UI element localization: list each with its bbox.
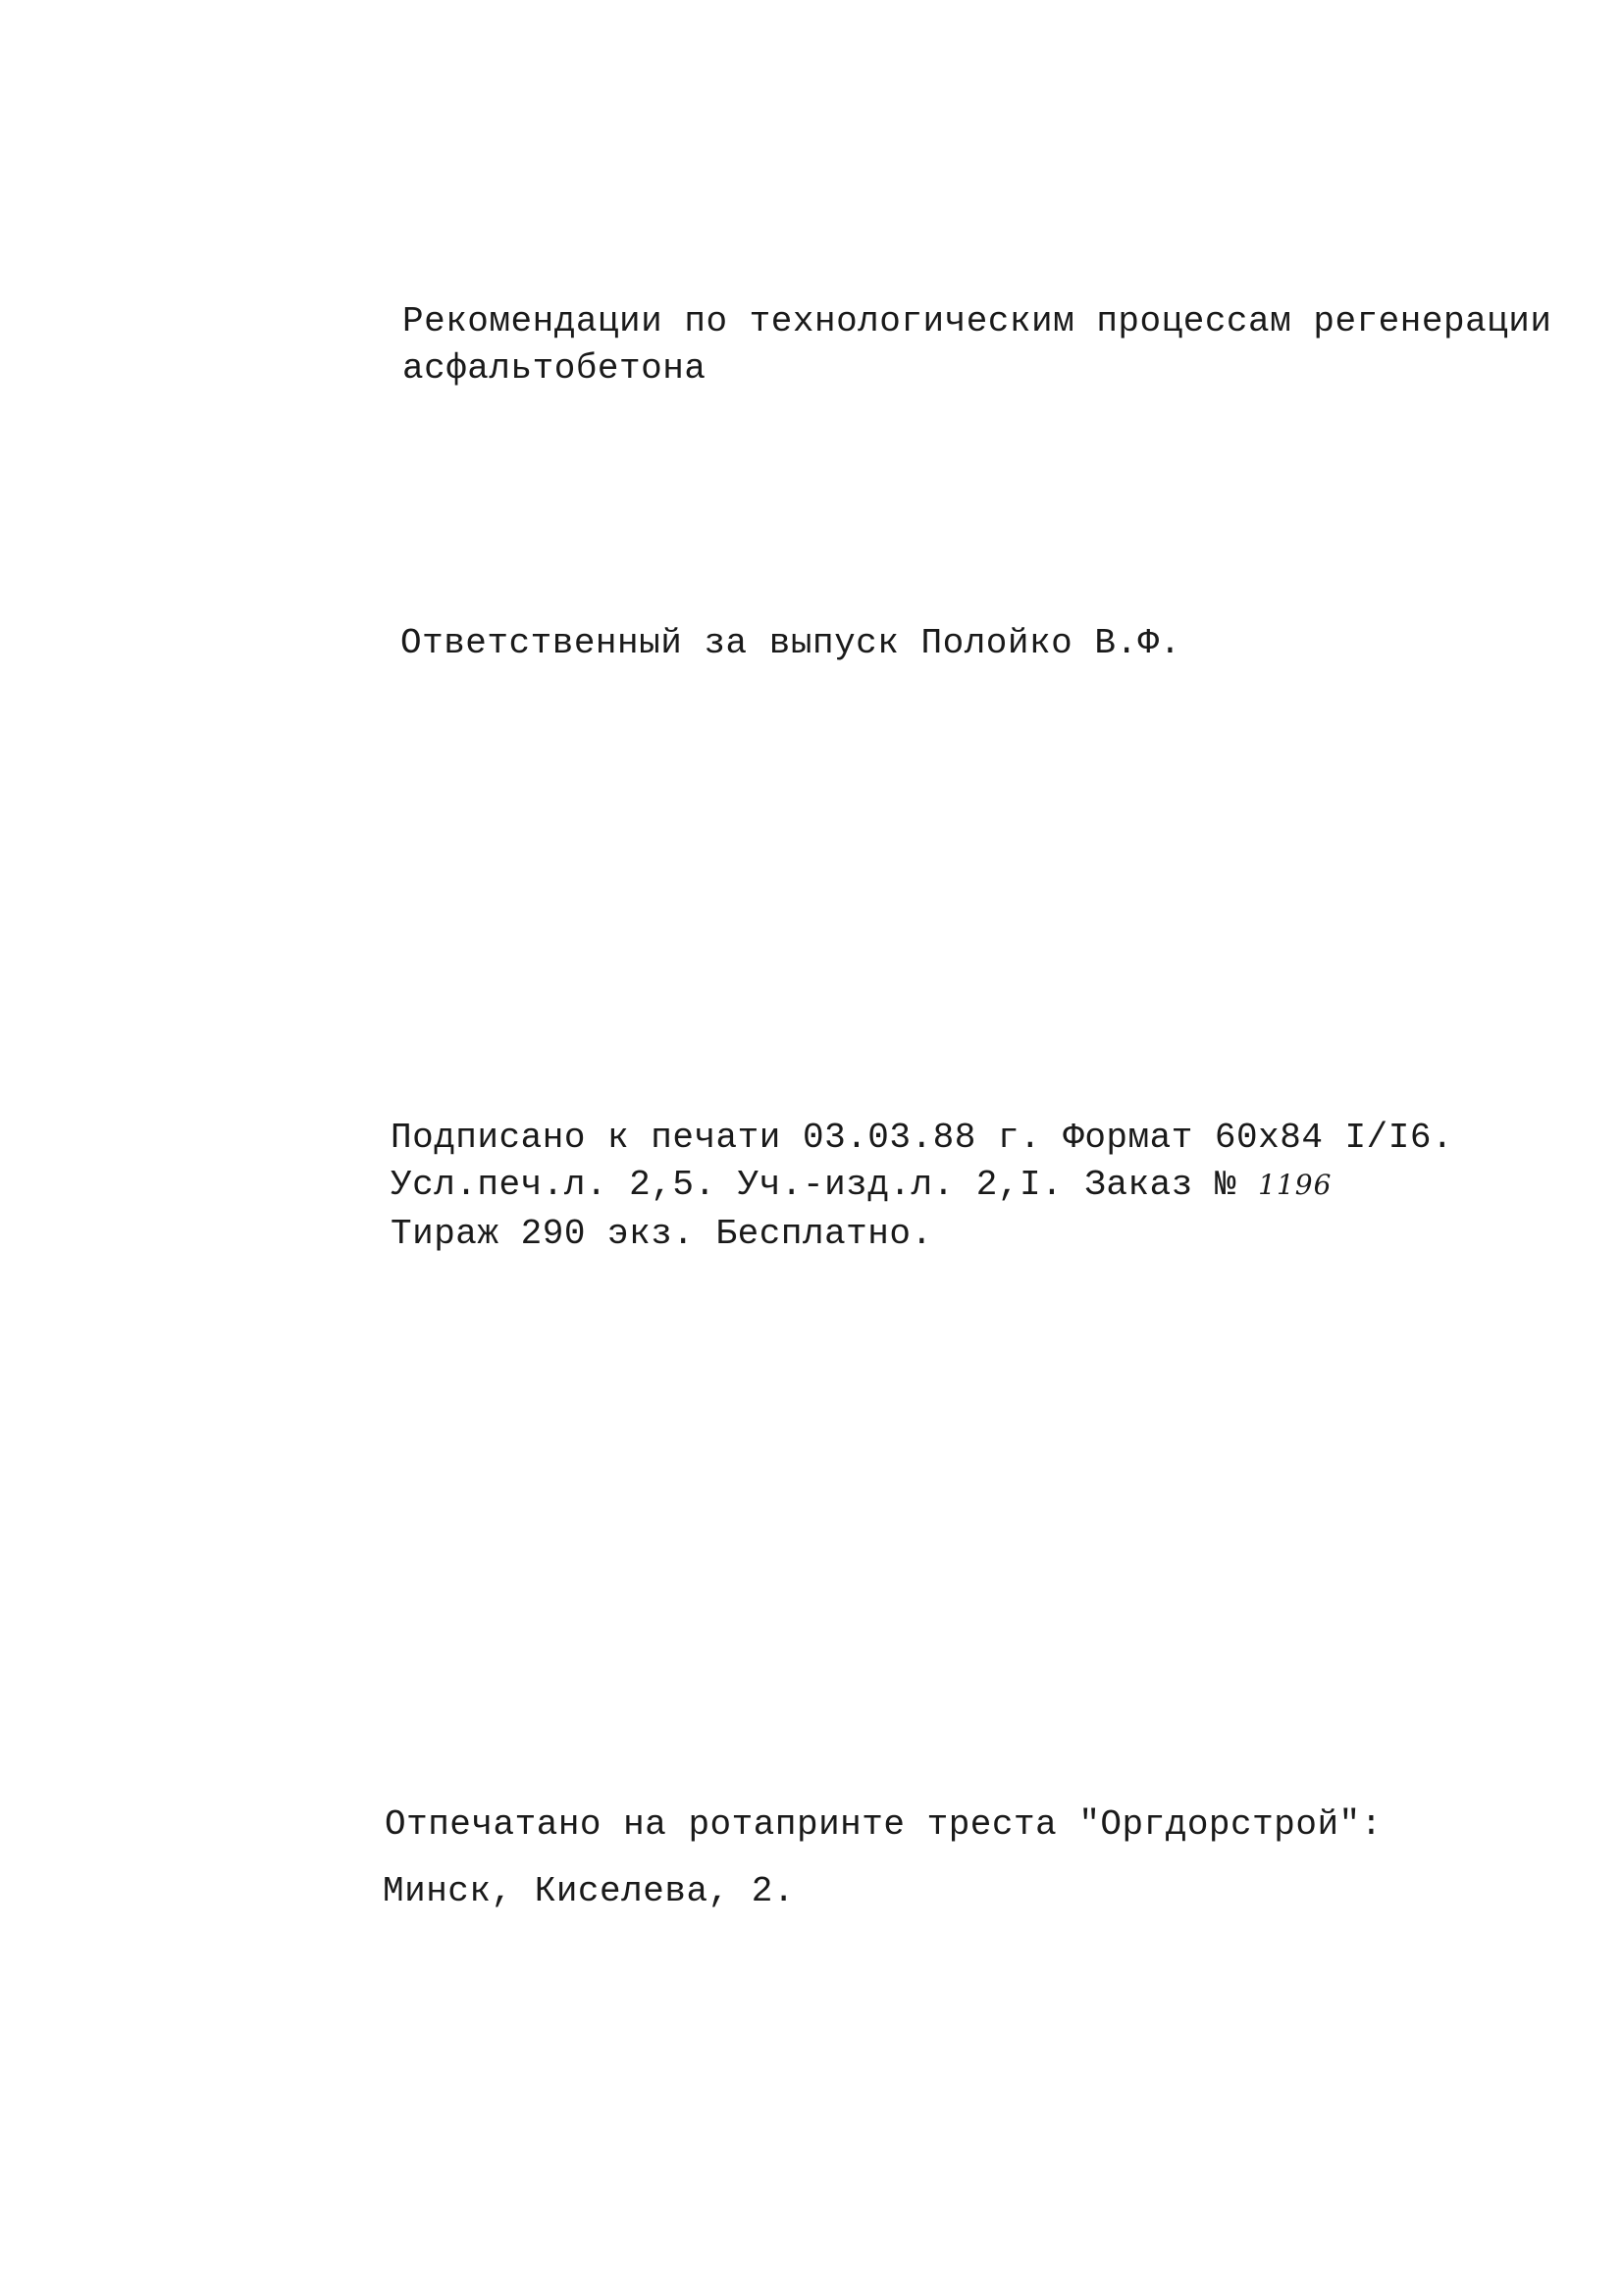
title-line-1: Рекомендации по технологическим процессам регенерации [402, 301, 1552, 341]
imprint-line-3: Тираж 290 экз. Бесплатно. [391, 1214, 933, 1254]
printer-line-2: Минск, Киселева, 2. [383, 1871, 795, 1911]
responsible-line: Ответственный за выпуск Полойко В.Ф. [400, 623, 1181, 663]
imprint-line-2 [391, 1164, 1332, 1207]
imprint-line-2-text: Усл.печ.л. 2,5. Уч.-изд.л. 2,I. Заказ № [391, 1165, 1237, 1205]
order-number-handwritten: 1196 [1258, 1169, 1333, 1201]
imprint-line-1: Подписано к печати 03.03.88 г. Формат 60х84 I/I6. [391, 1118, 1454, 1158]
title-line-2: асфальтобетона [402, 348, 706, 389]
printer-line-1: Отпечатано на ротапринте треста "Оргдорстрой": [385, 1804, 1383, 1845]
